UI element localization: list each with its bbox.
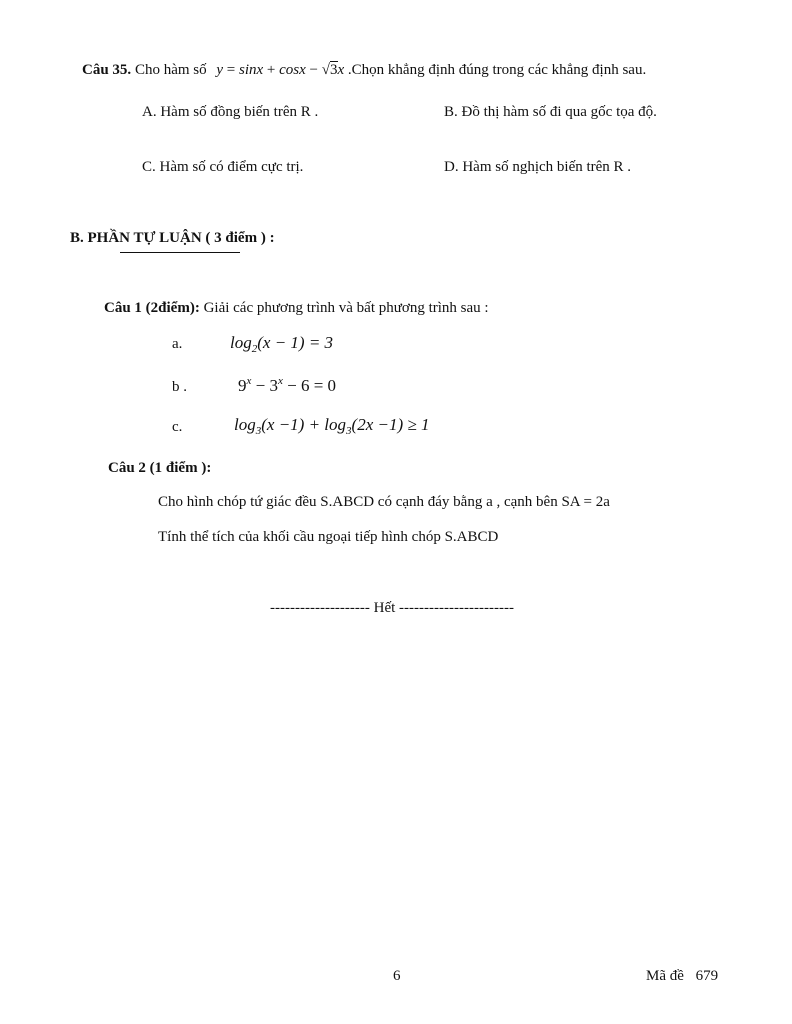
question-35-label: Câu 35. xyxy=(82,62,132,78)
cau-1-text: Giải các phương trình và bất phương trình sau : xyxy=(199,300,489,316)
exam-code-value: 679 xyxy=(695,968,719,984)
question-35-tail: .Chọn khẳng định đúng trong các khẳng định sau. xyxy=(347,62,647,78)
item-a-label: a. xyxy=(172,336,183,352)
equation-rest: (x − 1) = 3 xyxy=(257,333,334,352)
exam-code-label: Mã đề xyxy=(646,968,684,984)
end-marker: -------------------- Hết ----------------------- xyxy=(270,600,514,616)
section-b-underline xyxy=(120,252,240,253)
section-b-title: B. PHẦN TỰ LUẬN ( 3 điểm ) : xyxy=(70,230,275,246)
base-9: 9 xyxy=(238,376,247,395)
exponent-x: x xyxy=(277,375,283,387)
sqrt-arg: 3 xyxy=(330,62,338,78)
option-b: B. Đồ thị hàm số đi qua gốc tọa độ. xyxy=(444,104,657,120)
inequality-rest: (2x −1) ≥ 1 xyxy=(351,415,430,434)
option-a: A. Hàm số đồng biến trên R . xyxy=(142,104,319,120)
base-3: − 3 xyxy=(251,376,278,395)
item-c-label: c. xyxy=(172,419,183,435)
log-base: 3 xyxy=(255,425,262,437)
cau-2-line-2: Tính thể tích của khối cầu ngoại tiếp hình chóp S.ABCD xyxy=(158,529,499,545)
cau-2-label: Câu 2 (1 điểm ): xyxy=(108,460,212,476)
formula-y: y xyxy=(216,62,224,78)
formula-plus: + xyxy=(263,62,280,78)
option-d: D. Hàm số nghịch biến trên R . xyxy=(444,159,632,175)
log: log xyxy=(324,415,347,434)
formula-x: x xyxy=(337,62,345,78)
log: log xyxy=(234,415,256,434)
cau-1 xyxy=(104,300,489,317)
sqrt-sign: √ xyxy=(321,62,330,78)
item-c-inequality xyxy=(234,415,429,437)
log-base: 3 xyxy=(346,425,352,437)
formula-sqrt xyxy=(322,62,338,79)
option-c: C. Hàm số có điểm cực trị. xyxy=(142,159,304,175)
cau-1-label: Câu 1 (2điểm): xyxy=(104,300,200,316)
question-35-formula xyxy=(216,62,348,78)
question-35 xyxy=(82,62,646,79)
exam-code xyxy=(646,968,718,985)
page-number: 6 xyxy=(393,968,401,984)
item-a-equation xyxy=(230,333,333,355)
formula-sin: sinx xyxy=(239,62,264,78)
question-35-lead: Cho hàm số xyxy=(134,62,207,78)
formula-minus: − xyxy=(305,62,322,78)
item-b-label: b . xyxy=(172,379,187,395)
log-base: 2 xyxy=(251,343,258,355)
equation-rest: − 6 = 0 xyxy=(282,376,337,395)
cau-2-line-1: Cho hình chóp tứ giác đều S.ABCD có cạnh đáy bằng a , cạnh bên SA = 2a xyxy=(158,494,610,510)
item-b-equation xyxy=(238,375,336,396)
inequality-mid: (x −1) + xyxy=(261,415,325,434)
exponent-x: x xyxy=(246,375,252,387)
formula-eq: = xyxy=(223,62,239,78)
log: log xyxy=(230,333,252,352)
formula-cos: cosx xyxy=(279,62,306,78)
